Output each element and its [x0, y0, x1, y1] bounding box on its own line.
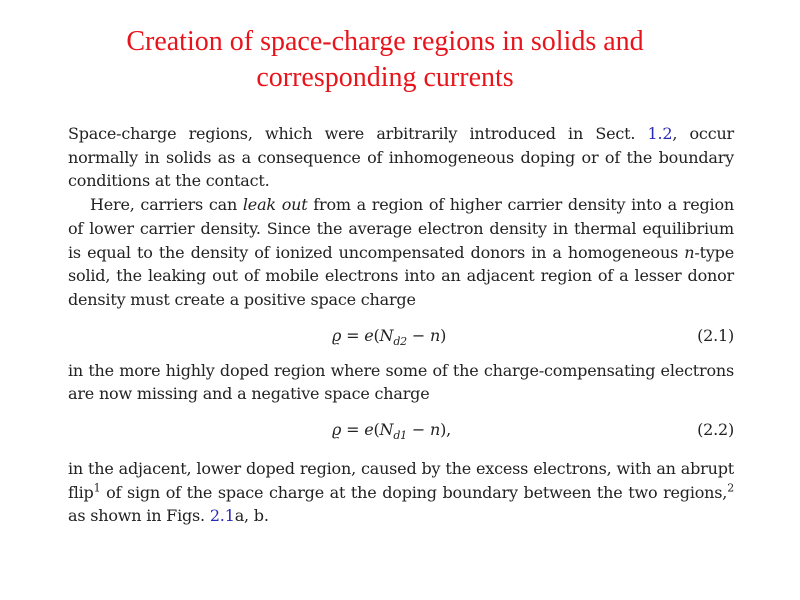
minus-sign: − — [406, 325, 430, 345]
slide-title — [0, 24, 770, 96]
charge-symbol: e — [364, 420, 374, 440]
close-paren: ), — [440, 420, 452, 440]
paragraph-1-text-b: , occur normally in solids as a consequence of inhomogeneous doping or of the boundary conditions at the contact. — [68, 124, 735, 191]
equation-2-1-number: (2.1) — [697, 325, 734, 345]
title-line-1: Creation of space-charge regions in solids and — [126, 26, 644, 57]
text-body — [68, 122, 734, 528]
paragraph-2 — [68, 193, 734, 312]
equals-sign: = — [341, 420, 365, 440]
charge-symbol: e — [364, 325, 374, 345]
n-type-symbol: n — [684, 242, 695, 262]
open-paren: ( — [373, 420, 380, 440]
paragraph-4-text-d: a, b. — [234, 506, 269, 526]
paragraph-4-text-a: in the adjacent, lower doped region, caused by the excess electrons, with an abrupt flip — [68, 459, 734, 502]
close-paren: ) — [440, 325, 447, 345]
title-line-2: corresponding currents — [256, 62, 514, 93]
donor-density-symbol: N — [379, 325, 394, 345]
electron-density-symbol: n — [429, 325, 441, 345]
equation-2-2-number: (2.2) — [697, 420, 734, 440]
paragraph-1 — [68, 122, 734, 193]
emphasis-leak-out: leak out — [242, 195, 308, 215]
footnote-2-marker[interactable]: 2 — [727, 481, 734, 495]
paragraph-4 — [68, 457, 734, 528]
equation-2-2 — [68, 406, 734, 453]
paragraph-3: in the more highly doped region where some of the charge-compensating electrons are now missing and a negative space charge — [68, 360, 734, 404]
equals-sign: = — [341, 325, 365, 345]
equation-2-2-expression — [332, 406, 451, 453]
equation-2-1 — [68, 312, 734, 359]
paragraph-4-text-c: as shown in Figs. — [68, 506, 210, 526]
minus-sign: − — [406, 420, 430, 440]
donor-density-subscript: d2 — [393, 334, 407, 348]
open-paren: ( — [373, 325, 380, 345]
donor-density-symbol: N — [379, 420, 394, 440]
rho-symbol: ϱ — [332, 325, 342, 345]
section-reference-link[interactable]: 1.2 — [647, 124, 673, 143]
paragraph-1-text-a: Space-charge regions, which were arbitrarily introduced in Sect. — [68, 124, 648, 143]
donor-density-subscript: d1 — [393, 429, 407, 443]
rho-symbol: ϱ — [332, 420, 342, 440]
paragraph-2-text-c: -type solid, the leaking out of mobile electrons into an adjacent region of a lesser donor density must create a positive space charge — [68, 242, 734, 309]
paragraph-2-text-a: Here, carriers can — [90, 195, 243, 215]
paragraph-4-text-b: of sign of the space charge at the doping boundary between the two regions, — [100, 482, 728, 502]
paragraph-2-text-b: from a region of higher carrier density into a region of lower carrier density. Since the average electron density in thermal equilibrium is equal to the density of ionized uncompensated donors in a homogeneous — [68, 195, 734, 262]
footnote-1-marker[interactable]: 1 — [93, 481, 101, 495]
figure-reference-link[interactable]: 2.1 — [209, 506, 235, 526]
electron-density-symbol: n — [429, 420, 441, 440]
equation-2-1-expression — [332, 312, 446, 359]
